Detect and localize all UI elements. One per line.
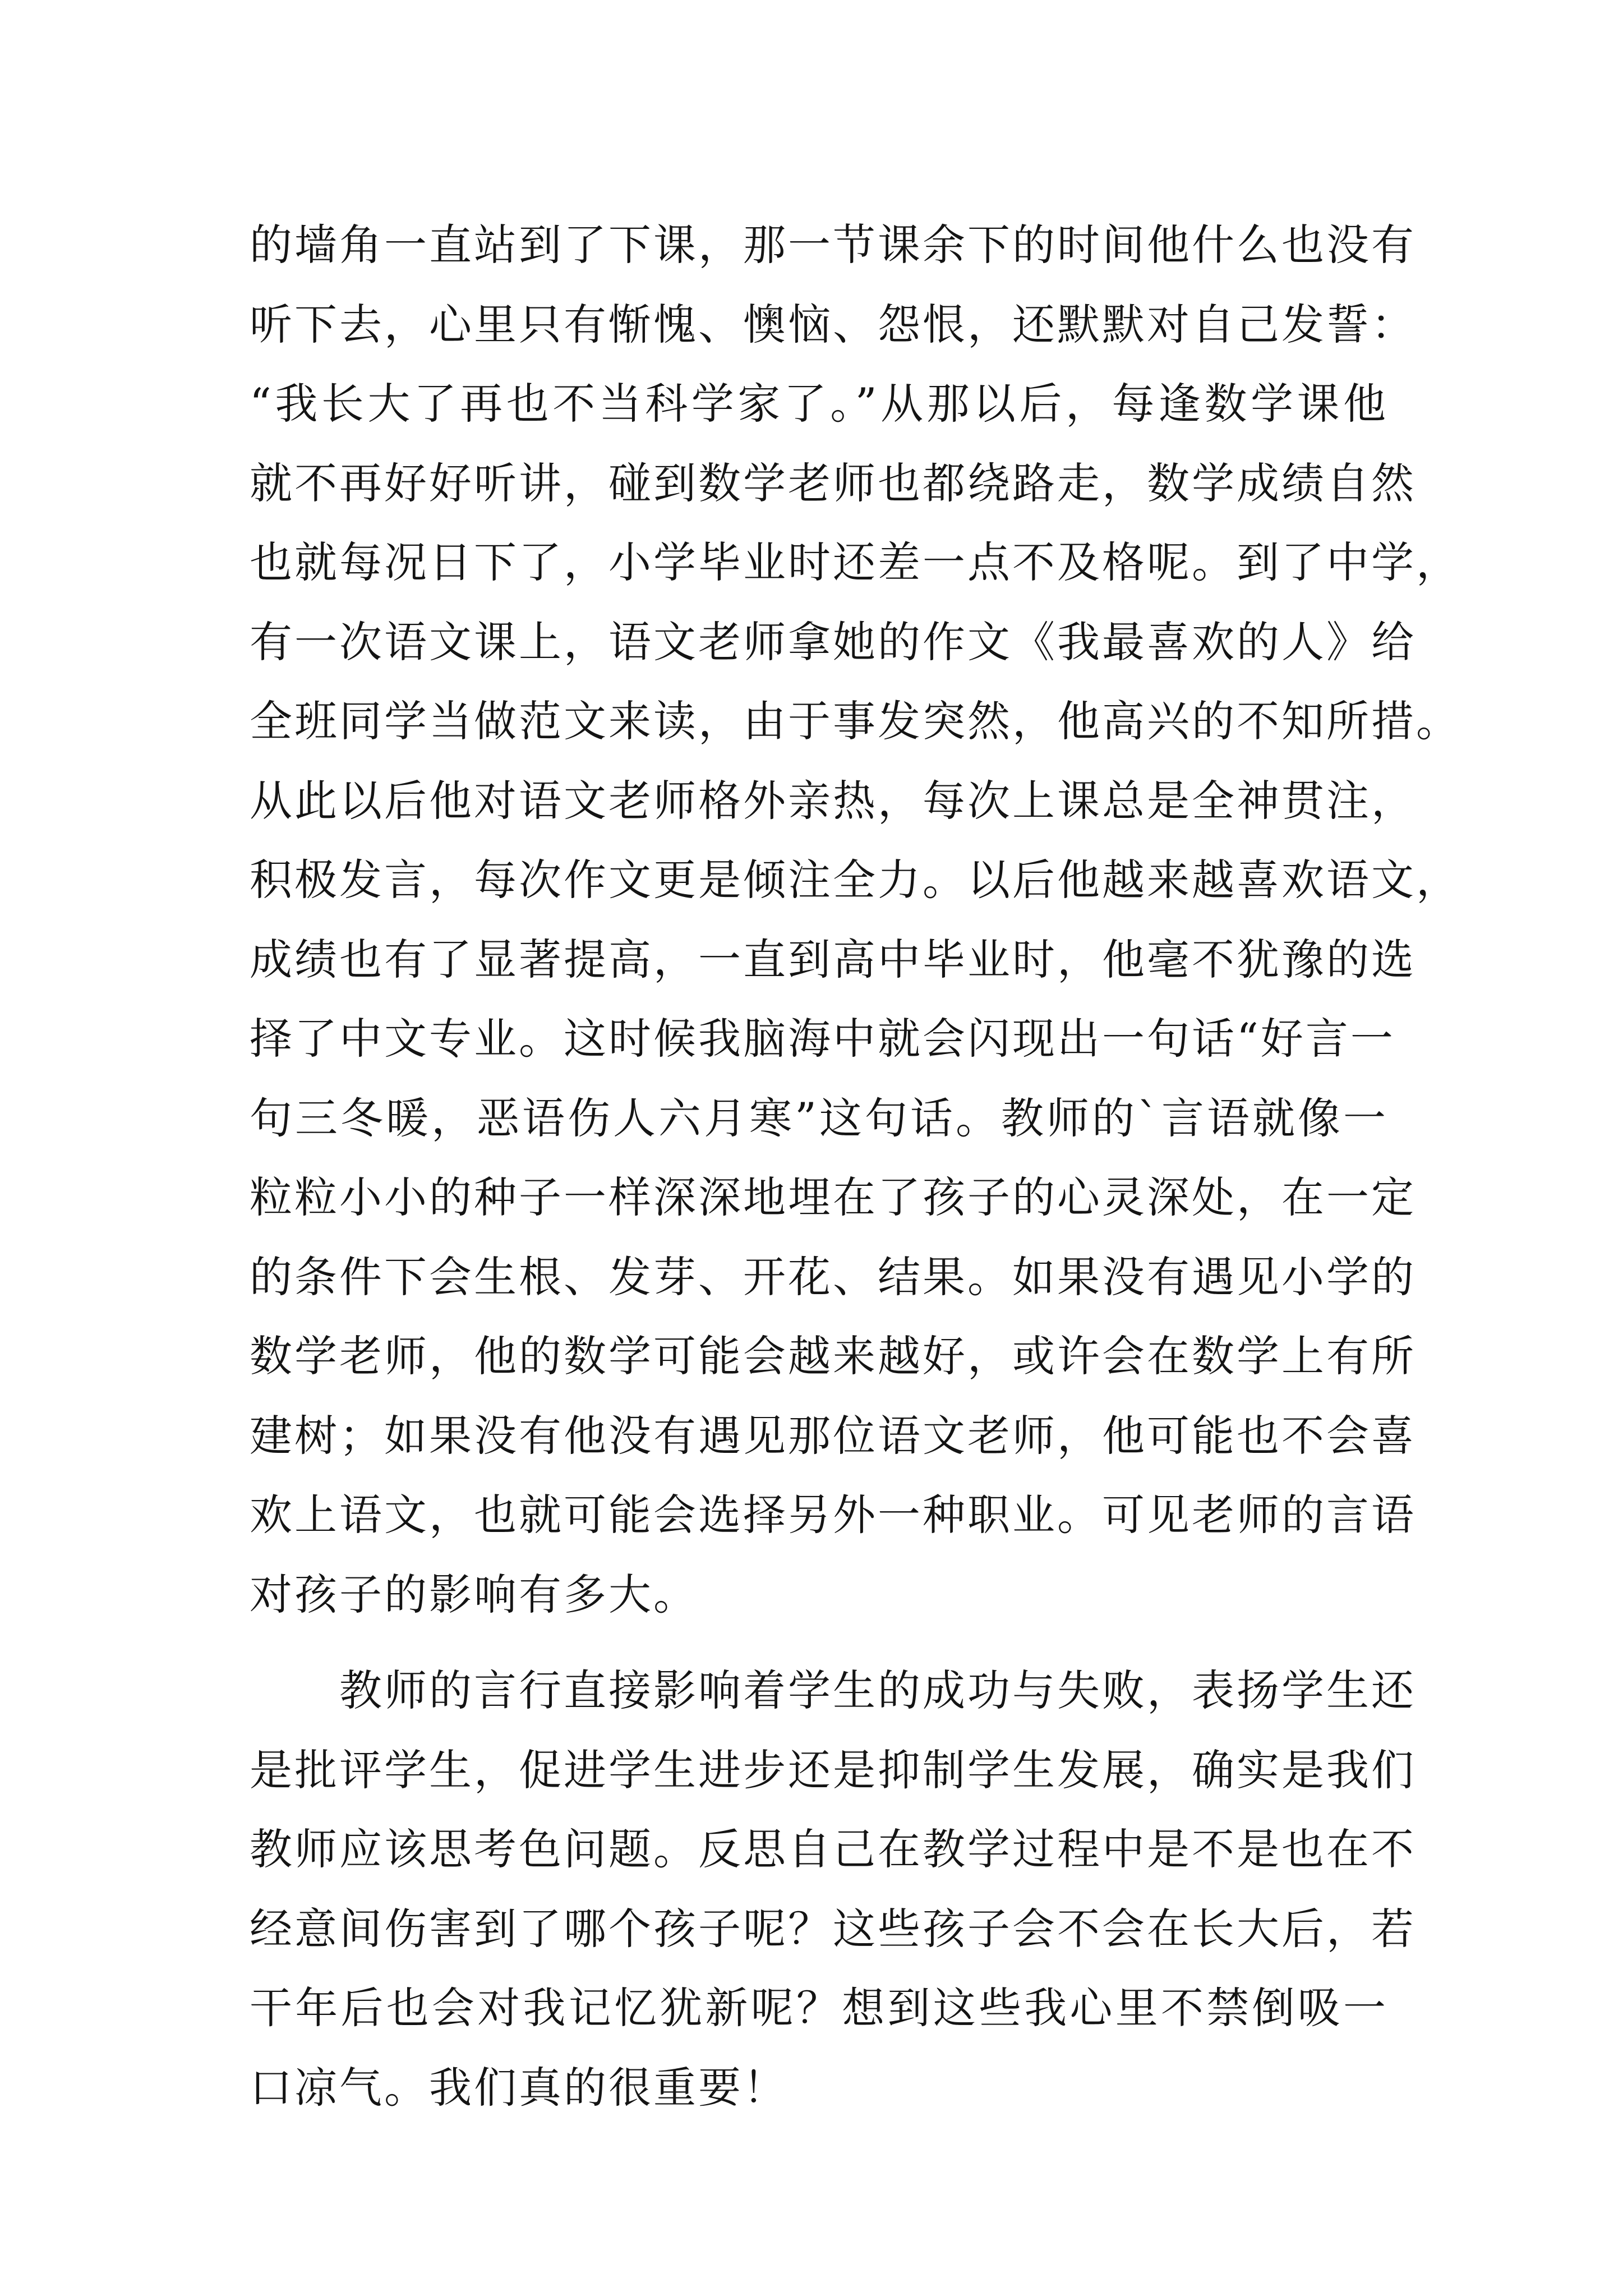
text-line: 也就每况日下了，小学毕业时还差一点不及格呢。到了中学， [250, 537, 1461, 587]
text-line: 教师的言行直接影响着学生的成功与失败，表扬学生还 [339, 1665, 1416, 1715]
text-line: 有一次语文课上，语文老师拿她的作文《我最喜欢的人》给 [250, 616, 1416, 667]
text-line: 教师应该思考色问题。反思自己在教学过程中是不是也在不 [250, 1824, 1416, 1874]
text-line: 对孩子的影响有多大。 [250, 1569, 698, 1619]
text-line: 数学老师，他的数学可能会越来越好，或许会在数学上有所 [250, 1331, 1416, 1381]
text-line: 的墙角一直站到了下课，那一节课余下的时间他什么也没有 [250, 220, 1416, 270]
text-line: 建树；如果没有他没有遇见那位语文老师，他可能也不会喜 [250, 1410, 1416, 1461]
text-line: 的条件下会生根、发芽、开花、结果。如果没有遇见小学的 [250, 1251, 1416, 1302]
paragraph [250, 1651, 1416, 2127]
text-line: 句三冬暖，恶语伤人六月寒”这句话。教师的`言语就像一 [250, 1093, 1388, 1143]
paragraph [250, 205, 1461, 1634]
text-line: 经意间伤害到了哪个孩子呢？这些孩子会不会在长大后，若 [250, 1903, 1416, 1954]
text-line: 听下去，心里只有惭愧、懊恼、怨恨，还默默对自己发誓： [250, 299, 1416, 349]
text-line: 就不再好好听讲，碰到数学老师也都绕路走，数学成绩自然 [250, 458, 1416, 508]
paragraph-gap [250, 1634, 1388, 1651]
text-line: 择了中文专业。这时候我脑海中就会闪现出一句话“好言一 [250, 1014, 1395, 1064]
text-line: 全班同学当做范文来读，由于事发突然，他高兴的不知所措。 [250, 696, 1461, 746]
text-line: 口凉气。我们真的很重要！ [250, 2062, 788, 2113]
text-line: 积极发言，每次作文更是倾注全力。以后他越来越喜欢语文， [250, 855, 1461, 905]
text-line: 从此以后他对语文老师格外亲热，每次上课总是全神贯注， [250, 775, 1416, 826]
text-line: “我长大了再也不当科学家了。”从那以后，每逢数学课他 [250, 379, 1388, 429]
body-text [250, 205, 1461, 2127]
text-line: 粒粒小小的种子一样深深地埋在了孩子的心灵深处，在一定 [250, 1172, 1416, 1222]
text-line: 成绩也有了显著提高，一直到高中毕业时，他毫不犹豫的选 [250, 934, 1416, 984]
text-line: 是批评学生，促进学生进步还是抑制学生发展，确实是我们 [250, 1745, 1416, 1795]
text-line: 干年后也会对我记忆犹新呢？想到这些我心里不禁倒吸一 [250, 1983, 1388, 2033]
text-line: 欢上语文，也就可能会选择另外一种职业。可见老师的言语 [250, 1490, 1416, 1540]
